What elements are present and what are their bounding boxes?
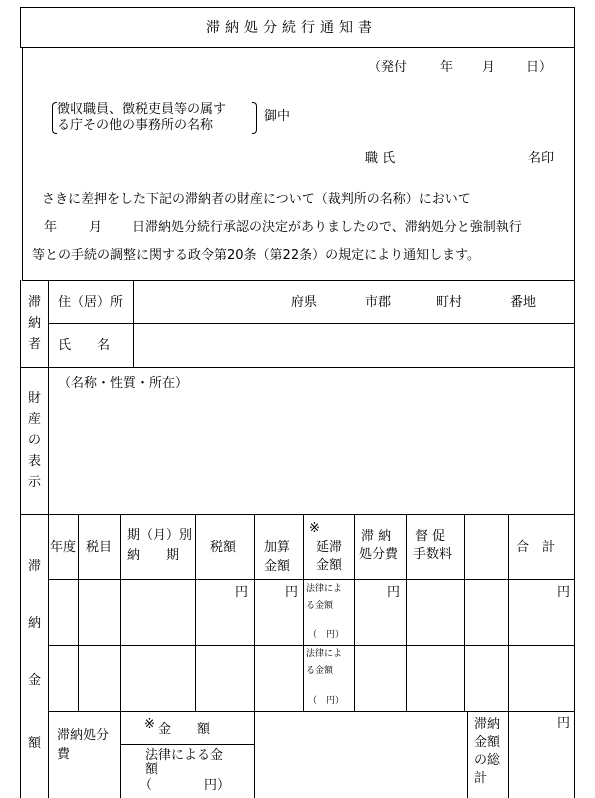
address-town: 町村	[436, 295, 463, 310]
footer-proc-label-2: 費	[57, 747, 71, 762]
frame-left-header	[22, 47, 23, 280]
taxpayer-label-1: 滞	[28, 295, 42, 310]
row2-law-paren: （ 円）	[308, 696, 345, 706]
row1-law-2: る金額	[306, 601, 334, 611]
col-header-add-2: 金額	[264, 559, 291, 574]
amounts-row2-bottom	[48, 711, 575, 712]
col-line-1	[78, 514, 79, 711]
col-header-delay-mark: ※	[309, 521, 320, 536]
property-label-3: の	[28, 433, 42, 448]
name-label: 氏 名	[58, 338, 111, 353]
footer-total-right	[508, 711, 509, 798]
taxpayer-mid-line	[48, 323, 575, 324]
col-header-fee-1: 督 促	[415, 529, 446, 544]
col-line-7	[406, 514, 407, 711]
row1-add-yen: 円	[285, 585, 299, 600]
row1-tax-yen: 円	[235, 585, 249, 600]
footer-law-paren: （ 円）	[139, 778, 231, 793]
body-line-2-year: 年	[44, 220, 58, 235]
frame-left-main	[20, 280, 21, 798]
body-line-2-text: 日滞納処分続行承認の決定がありましたので、滞納処分と強制執行	[132, 220, 522, 235]
grand-total-label-1: 滞納	[474, 717, 501, 732]
amounts-label-1: 滞	[28, 559, 42, 574]
body-line-2-month: 月	[89, 220, 103, 235]
col-header-tax-amount: 税額	[210, 540, 237, 555]
document-title: 滞納処分続行通知書	[206, 20, 377, 36]
col-header-fee-2: 手数料	[413, 547, 453, 562]
amounts-label-3: 金	[28, 673, 42, 688]
footer-total-left	[467, 711, 468, 798]
grand-total-label-4: 計	[474, 771, 488, 786]
col-header-add-1: 加算	[264, 540, 291, 555]
taxpayer-label-3: 者	[28, 337, 42, 352]
body-line-3: 等との手続の調整に関する政令第20条（第22条）の規定により通知します。	[32, 248, 481, 263]
address-label: 住（居）所	[58, 295, 124, 310]
taxpayer-label-divider	[48, 280, 49, 368]
row1-total-yen: 円	[557, 585, 571, 600]
row1-proc-yen: 円	[387, 585, 401, 600]
col-header-proc-2: 処分費	[359, 547, 399, 562]
col-header-total: 合 計	[516, 540, 556, 555]
row2-law-2: る金額	[306, 666, 334, 676]
issue-date-year: 年	[440, 60, 454, 75]
property-label-2: 産	[28, 412, 42, 427]
col-line-8	[464, 514, 465, 711]
col-header-delay-2: 金額	[316, 558, 343, 573]
col-line-9	[508, 514, 509, 711]
taxpayer-field-divider	[133, 280, 134, 368]
footer-amount-mark: ※	[144, 717, 155, 732]
col-header-year: 年度	[50, 540, 77, 555]
official-seal: 名印	[528, 151, 555, 166]
recipient-line-1: 徴収職員、徴税吏員等の属す	[57, 102, 227, 117]
footer-amount-mid	[120, 744, 255, 745]
recipient-line-2: る庁その他の事務所の名称	[57, 118, 214, 133]
frame-top	[20, 7, 575, 8]
col-header-period-1: 期（月）別	[127, 528, 193, 543]
row1-law-paren: （ 円）	[308, 630, 345, 640]
col-header-delay-1: 延滞	[316, 540, 343, 555]
property-label-5: 示	[28, 475, 42, 490]
frame-right-upper	[574, 7, 575, 48]
issue-date-day: 日）	[526, 60, 553, 75]
frame-right-header	[574, 47, 575, 280]
row2-law-1: 法律によ	[306, 649, 343, 659]
col-line-6	[354, 514, 355, 711]
property-label-divider	[48, 367, 49, 515]
body-line-1: さきに差押をした下記の滞納者の財産について（裁判所の名称）において	[42, 192, 471, 207]
recipient-suffix: 御中	[264, 109, 291, 124]
official-name-label: 職 氏	[365, 151, 396, 166]
frame-right-main	[574, 280, 575, 798]
recipient-bracket-right	[252, 102, 257, 134]
col-line-3	[195, 514, 196, 711]
grand-total-label-3: の総	[474, 753, 501, 768]
issue-date-month: 月	[482, 60, 496, 75]
property-label-4: 表	[28, 454, 42, 469]
col-header-period-2: 納 期	[127, 548, 180, 563]
col-header-tax-item: 税目	[86, 540, 113, 555]
grand-total-label-2: 金額	[474, 735, 501, 750]
col-line-4	[254, 514, 255, 798]
col-line-2	[120, 514, 121, 711]
taxpayer-bottom-line	[20, 367, 575, 368]
col-line-5	[303, 514, 304, 711]
footer-proc-label-1: 滞納処分	[57, 728, 110, 743]
property-label-1: 財	[28, 391, 42, 406]
taxpayer-label-2: 納	[28, 316, 42, 331]
amounts-label-divider	[48, 514, 49, 798]
amounts-row1-bottom	[48, 645, 575, 646]
issue-date-prefix: （発付	[368, 60, 408, 75]
property-note: （名称・性質・所在）	[58, 376, 189, 391]
amounts-label-4: 額	[28, 736, 42, 751]
footer-amount-label: 金 額	[158, 722, 211, 737]
grand-total-yen: 円	[557, 716, 571, 731]
col-header-proc-1: 滞 納	[361, 529, 392, 544]
footer-law-2: 額	[145, 762, 159, 777]
amounts-label-2: 納	[28, 616, 42, 631]
row1-law-1: 法律によ	[306, 584, 343, 594]
title-underline	[20, 47, 575, 48]
address-prefecture: 府県	[291, 295, 318, 310]
footer-proc-divider	[120, 711, 121, 798]
frame-left-upper	[20, 7, 21, 48]
header-bottom	[22, 280, 575, 281]
address-city: 市郡	[365, 295, 392, 310]
footer-law-1: 法律による金	[145, 748, 224, 763]
amounts-header-bottom	[48, 579, 575, 580]
property-bottom-line	[20, 514, 575, 515]
address-lot: 番地	[510, 295, 537, 310]
